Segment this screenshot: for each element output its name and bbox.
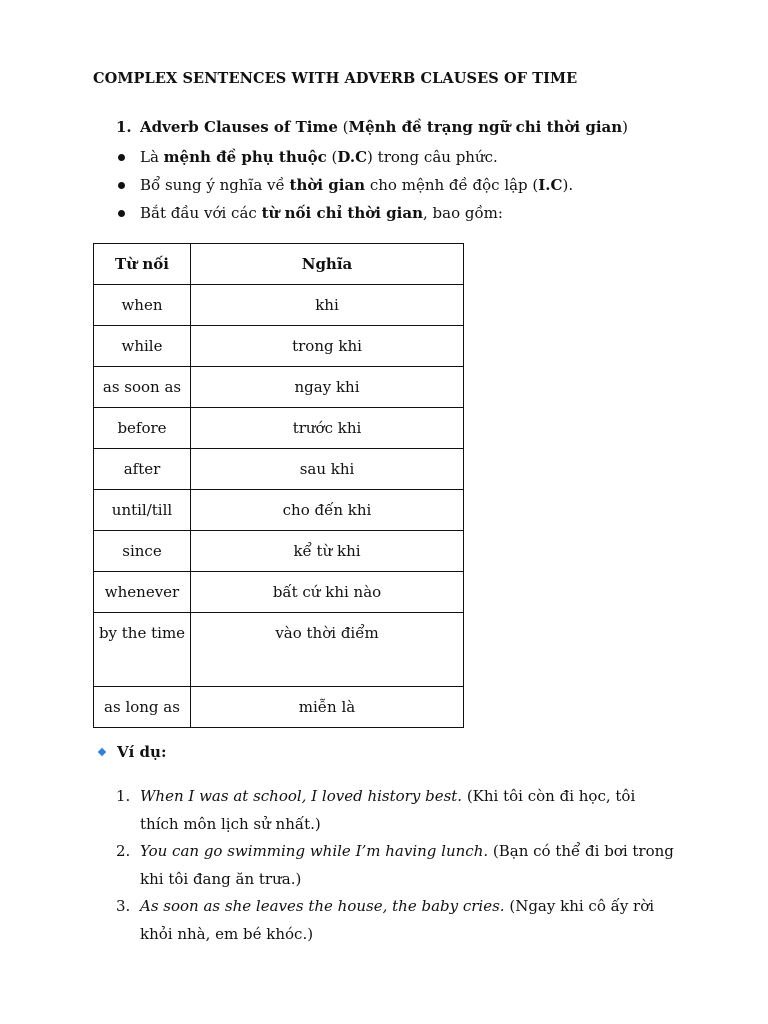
cell-meaning: trước khi: [191, 408, 464, 449]
cell-connector: after: [94, 449, 191, 490]
bullet-bold: thời gian: [289, 176, 366, 194]
section-title: Adverb Clauses of Time: [140, 118, 338, 136]
bullet-text: ) trong câu phức.: [367, 148, 498, 166]
table-row: [94, 613, 464, 687]
table-row: [94, 449, 464, 490]
example-translation: (Khi tôi còn đi học, tôi thích môn lịch sử nhất.): [140, 787, 636, 833]
example-number: 3.: [116, 897, 131, 915]
table-header-row: [94, 244, 464, 285]
table-row: [94, 490, 464, 531]
examples-heading: [99, 743, 167, 761]
header-meaning: Nghĩa: [191, 244, 464, 285]
cell-connector: since: [94, 531, 191, 572]
cell-meaning: bất cứ khi nào: [191, 572, 464, 613]
cell-meaning: kể từ khi: [191, 531, 464, 572]
table-row: [94, 285, 464, 326]
example-translation: (Ngay khi cô ấy rời khỏi nhà, em bé khóc.): [140, 897, 655, 943]
section-number: 1.: [116, 118, 132, 136]
table-row: [94, 408, 464, 449]
examples-heading-label: Ví dụ:: [117, 743, 167, 761]
bullet-item: [116, 202, 573, 230]
section-heading: [116, 118, 628, 136]
example-english: As soon as she leaves the house, the baby cries.: [140, 897, 505, 915]
bullet-text: Bắt đầu với các: [140, 204, 262, 222]
cell-connector: whenever: [94, 572, 191, 613]
cell-connector: when: [94, 285, 191, 326]
example-item: [116, 893, 676, 948]
table-row: [94, 326, 464, 367]
example-item: [116, 783, 676, 838]
cell-meaning: sau khi: [191, 449, 464, 490]
example-item: [116, 838, 676, 893]
bullet-bold: mệnh đề phụ thuộc: [163, 148, 327, 166]
cell-connector: while: [94, 326, 191, 367]
example-number: 2.: [116, 842, 131, 860]
bullet-item: [116, 174, 573, 202]
bullet-bold: D.C: [337, 148, 368, 166]
bullet-dot-icon: [118, 182, 125, 189]
cell-connector: by the time: [94, 613, 191, 687]
example-translation: (Bạn có thể đi bơi trong khi tôi đang ăn trưa.): [140, 842, 674, 888]
header-connector: Từ nối: [94, 244, 191, 285]
diamond-bullet-icon: [98, 748, 106, 756]
section-paren-close: ): [622, 118, 629, 136]
definition-list: [116, 146, 573, 230]
cell-meaning: vào thời điểm: [191, 613, 464, 687]
cell-connector: as long as: [94, 687, 191, 728]
table-row: [94, 531, 464, 572]
bullet-text: , bao gồm:: [423, 204, 503, 222]
cell-meaning: cho đến khi: [191, 490, 464, 531]
bullet-text: ).: [562, 176, 574, 194]
cell-meaning: trong khi: [191, 326, 464, 367]
section-paren-open: (: [337, 118, 349, 136]
bullet-text: cho mệnh đề độc lập (: [365, 176, 539, 194]
cell-connector: until/till: [94, 490, 191, 531]
table-row: [94, 572, 464, 613]
table-row: [94, 687, 464, 728]
connectors-table: [93, 243, 464, 728]
cell-meaning: khi: [191, 285, 464, 326]
examples-list: [116, 783, 676, 948]
cell-meaning: ngay khi: [191, 367, 464, 408]
bullet-item: [116, 146, 573, 174]
cell-connector: before: [94, 408, 191, 449]
cell-connector: as soon as: [94, 367, 191, 408]
example-english: You can go swimming while I’m having lunch.: [140, 842, 489, 860]
table-row: [94, 367, 464, 408]
bullet-bold: từ nối chỉ thời gian: [261, 204, 423, 222]
section-title-vi: Mệnh đề trạng ngữ chi thời gian: [348, 118, 623, 136]
bullet-text: (: [326, 148, 338, 166]
bullet-dot-icon: [118, 154, 125, 161]
bullet-text: Là: [140, 148, 164, 166]
bullet-bold: I.C: [538, 176, 563, 194]
document-title: COMPLEX SENTENCES WITH ADVERB CLAUSES OF TIME: [93, 70, 578, 87]
example-number: 1.: [116, 787, 131, 805]
bullet-text: Bổ sung ý nghĩa về: [140, 176, 290, 194]
bullet-dot-icon: [118, 210, 125, 217]
example-english: When I was at school, I loved history best.: [140, 787, 463, 805]
cell-meaning: miễn là: [191, 687, 464, 728]
